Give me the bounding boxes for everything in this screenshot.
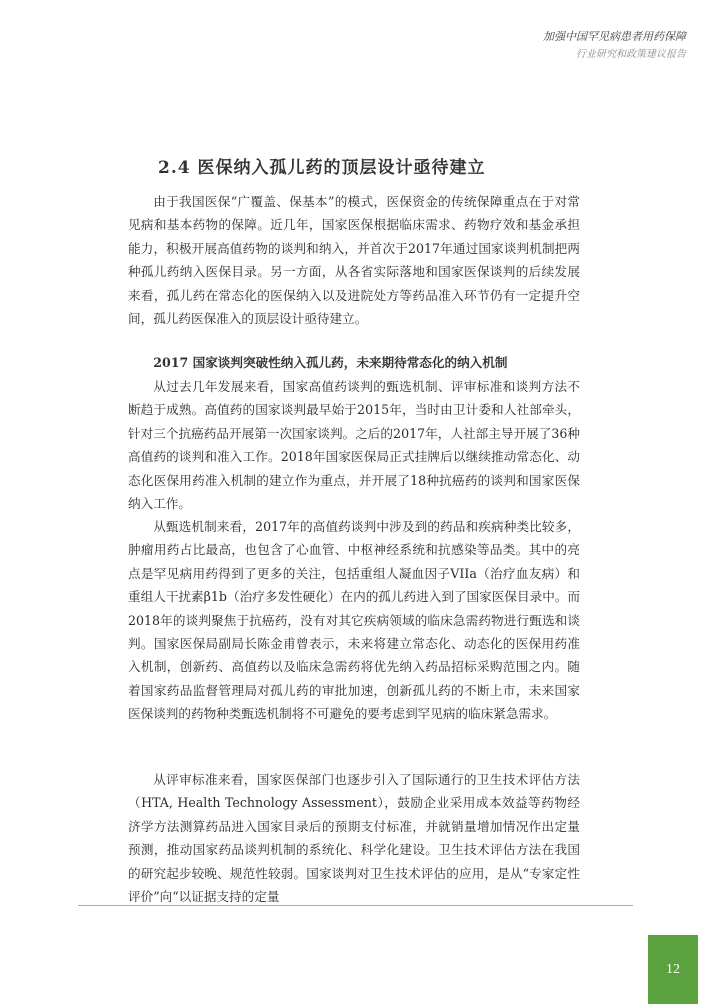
paragraph-evaluation-standard: 从评审标准来看，国家医保部门也逐步引入了国际通行的卫生技术评估方法（HTA, Health Technology Assessment），鼓励企业采用成本效益等药物经济学方法测算药品进入国家目录后的预期支付标准，并就销量增加情况作出定量预测，推动国家药品谈判机制的系统化、科学化建设。卫生技术评估方法在我国的研究起步较晚、规范性较弱。国家谈判对卫生技术评估的应用，是从“专家定性评价”向“以证据支持的定量 bbox=[128, 772, 580, 905]
report-subtitle: 行业研究和政策建议报告 bbox=[576, 49, 686, 60]
page-number-tab bbox=[648, 935, 698, 1004]
paragraph-development: 从过去几年发展来看，国家高值药谈判的甄选机制、评审标准和谈判方法不断趋于成熟。高值药的国家谈判最早始于2015年，当时由卫计委和人社部牵头，针对三个抗癌药品开展第一次国家谈判。之后的2017年，人社部主导开展了36种高值药的谈判和准入工作。2018年国家医保局正式挂牌后以继续推动常态化、动态化医保用药准入机制的建立作为重点，并开展了18种抗癌药的谈判和国家医保纳入工作。 bbox=[128, 379, 580, 512]
page-number: 12 bbox=[666, 961, 680, 977]
report-title: 加强中国罕见病患者用药保障 bbox=[543, 30, 686, 43]
paragraph-intro: 由于我国医保“广覆盖、保基本”的模式，医保资金的传统保障重点在于对常见病和基本药物的保障。近几年，国家医保根据临床需求、药物疗效和基金承担能力，积极开展高值药物的谈判和纳入，并首次于2017年通过国家谈判机制把两种孤儿药纳入医保目录。另一方面，从各省实际落地和国家医保谈判的后续发展来看，孤儿药在常态化的医保纳入以及进院处方等药品准入环节仍有一定提升空间，孤儿药医保准入的顶层设计亟待建立。 bbox=[128, 194, 580, 327]
section-title: 2.4 医保纳入孤儿药的顶层设计亟待建立 bbox=[158, 158, 486, 178]
subheading-2017-negotiation: 2017 国家谈判突破性纳入孤儿药，未来期待常态化的纳入机制 bbox=[153, 355, 508, 370]
running-header bbox=[543, 28, 686, 64]
footer-divider bbox=[78, 905, 633, 906]
paragraph-selection-mechanism: 从甄选机制来看，2017年的高值药谈判中涉及到的药品和疾病种类比较多，肿瘤用药占比最高，也包含了心血管、中枢神经系统和抗感染等品类。其中的亮点是罕见病用药得到了更多的关注，包括重组人凝血因子VIIa（治疗血友病）和重组人干扰素β1b（治疗多发性硬化）在内的孤儿药进入到了国家医保目录中。而2018年的谈判聚焦于抗癌药，没有对其它疾病领域的临床急需药物进行甄选和谈判。国家医保局副局长陈金甫曾表示，未来将建立常态化、动态化的医保用药准入机制，创新药、高值药以及临床急需药将优先纳入药品招标采购范围之内。随着国家药品监督管理局对孤儿药的审批加速，创新孤儿药的不断上市，未来国家医保谈判的药物种类甄选机制将不可避免的要考虑到罕见病的临床紧急需求。 bbox=[128, 519, 580, 722]
